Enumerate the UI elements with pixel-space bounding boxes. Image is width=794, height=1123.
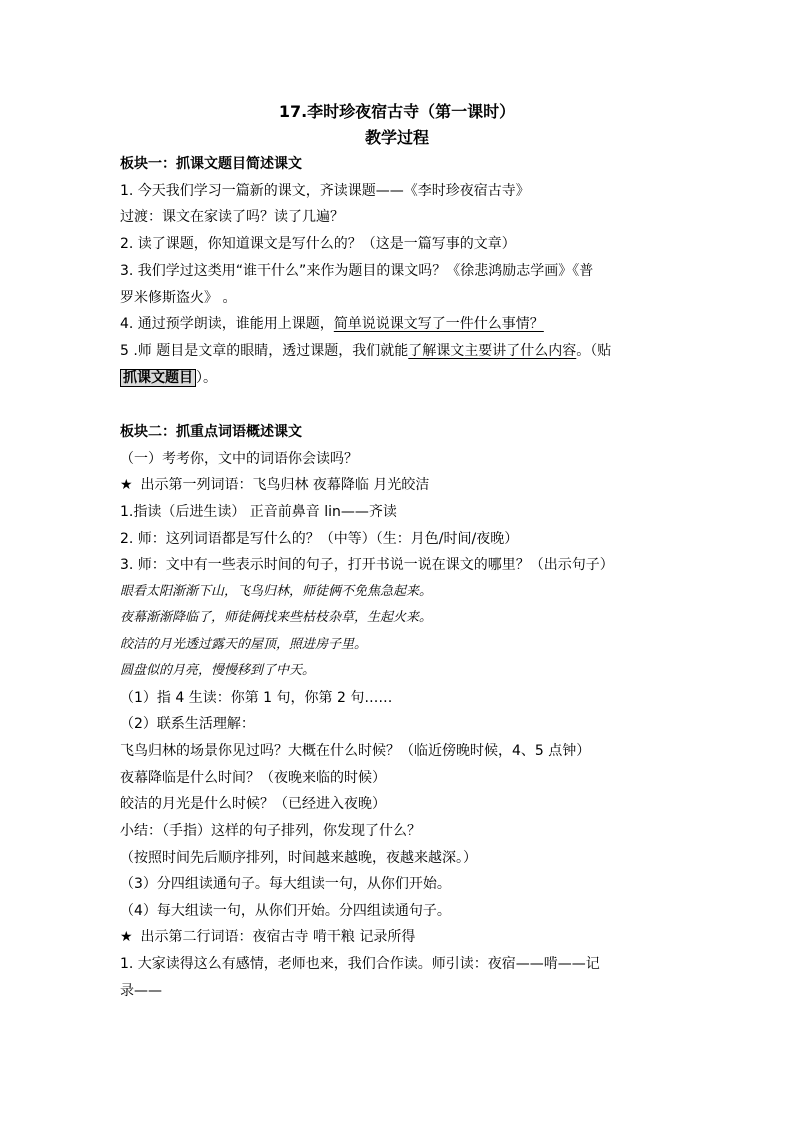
section1-line: 过渡：课文在家读了吗？读了几遍？ bbox=[120, 209, 344, 225]
board-card-label: 抓课文题目 bbox=[120, 369, 196, 387]
section1-line bbox=[120, 368, 217, 388]
line-text: 出示第一列词语：飞鸟归林 夜幕降临 月光皎洁 bbox=[140, 477, 430, 493]
section2-line: 小结：（手指）这样的句子排列，你发现了什么？ bbox=[120, 823, 421, 839]
underlined-text: 了解课文主要讲了什么内容 bbox=[408, 343, 577, 359]
section2-line: 3. 师：文中有一些表示时间的句子，打开书说一说在课文的哪里？（出示句子） bbox=[120, 557, 614, 573]
section2-line: （2）联系生活理解： bbox=[120, 716, 255, 732]
star-icon: ★ bbox=[120, 477, 133, 493]
section1-line: 罗米修斯盗火》 。 bbox=[120, 290, 237, 306]
section2-line: （1）指 4 生读：你第 1 句，你第 2 句…… bbox=[120, 690, 393, 706]
example-sentence: 圆盘似的月亮，慢慢移到了中天。 bbox=[120, 663, 316, 678]
section1-line: 3. 我们学过这类用“谁干什么”来作为题目的课文吗？《徐悲鸿励志学画》《普 bbox=[120, 263, 594, 279]
section1-line bbox=[120, 314, 544, 334]
section2-line: （4）每大组读一句，从你们开始。分四组读通句子。 bbox=[120, 903, 451, 919]
section2-line: 1. 大家读得这么有感情，老师也来，我们合作读。师引读：夜宿——啃——记 bbox=[120, 956, 600, 972]
line-text: 5 .师 题目是文章的眼睛，透过课题，我们就能 bbox=[120, 343, 409, 359]
section2-line: 1.指读（后进生读） 正音前鼻音 lin——齐读 bbox=[120, 504, 397, 520]
section2-heading: 板块二：抓重点词语概述课文 bbox=[120, 424, 302, 440]
star-icon: ★ bbox=[120, 929, 133, 945]
section2-line: （按照时间先后顺序排列，时间越来越晚，夜越来越深。） bbox=[120, 850, 477, 866]
section2-line: （一）考考你，文中的词语你会读吗？ bbox=[120, 451, 358, 467]
section2-line: 录—— bbox=[120, 983, 162, 999]
underlined-text: 简单说说课文写了一件什么事情？ bbox=[333, 316, 544, 332]
section1-line: 1. 今天我们学习一篇新的课文，齐读课题——《李时珍夜宿古寺》 bbox=[120, 183, 530, 199]
section2-line bbox=[120, 475, 429, 495]
lesson-subtitle: 教学过程 bbox=[364, 128, 429, 147]
section2-line bbox=[120, 927, 415, 947]
line-text: 4. 通过预学朗读，谁能用上课题， bbox=[120, 316, 334, 332]
line-text: 。（贴 bbox=[576, 343, 612, 359]
section1-line: 2. 读了课题，你知道课文是写什么的？（这是一篇写事的文章） bbox=[120, 236, 516, 252]
section2-line: （3）分四组读通句子。每大组读一句，从你们开始。 bbox=[120, 876, 451, 892]
section2-line: 飞鸟归林的场景你见过吗？大概在什么时候？（临近傍晚时候，4、5 点钟） bbox=[120, 743, 591, 759]
section2-line: 2. 师：这列词语都是写什么的？（中等）（生：月色/时间/夜晚） bbox=[120, 531, 519, 547]
lesson-title: 17.李时珍夜宿古寺（第一课时） bbox=[278, 102, 516, 121]
section2-line: 夜幕降临是什么时间？（夜晚来临的时候） bbox=[120, 770, 386, 786]
section2-line: 皎洁的月光是什么时候？（已经进入夜晚） bbox=[120, 796, 386, 812]
section1-line bbox=[120, 341, 611, 361]
example-sentence: 眼看太阳渐渐下山，飞鸟归林，师徒俩不免焦急起来。 bbox=[120, 584, 433, 599]
line-text: ）。 bbox=[196, 370, 217, 386]
line-text: 出示第二行词语：夜宿古寺 啃干粮 记录所得 bbox=[140, 929, 416, 945]
example-sentence: 皎洁的月光透过露天的屋顶，照进房子里。 bbox=[120, 637, 368, 652]
example-sentence: 夜幕渐渐降临了，师徒俩找来些枯枝杂草，生起火来。 bbox=[120, 610, 433, 625]
section1-heading: 板块一：抓课文题目简述课文 bbox=[120, 156, 302, 172]
